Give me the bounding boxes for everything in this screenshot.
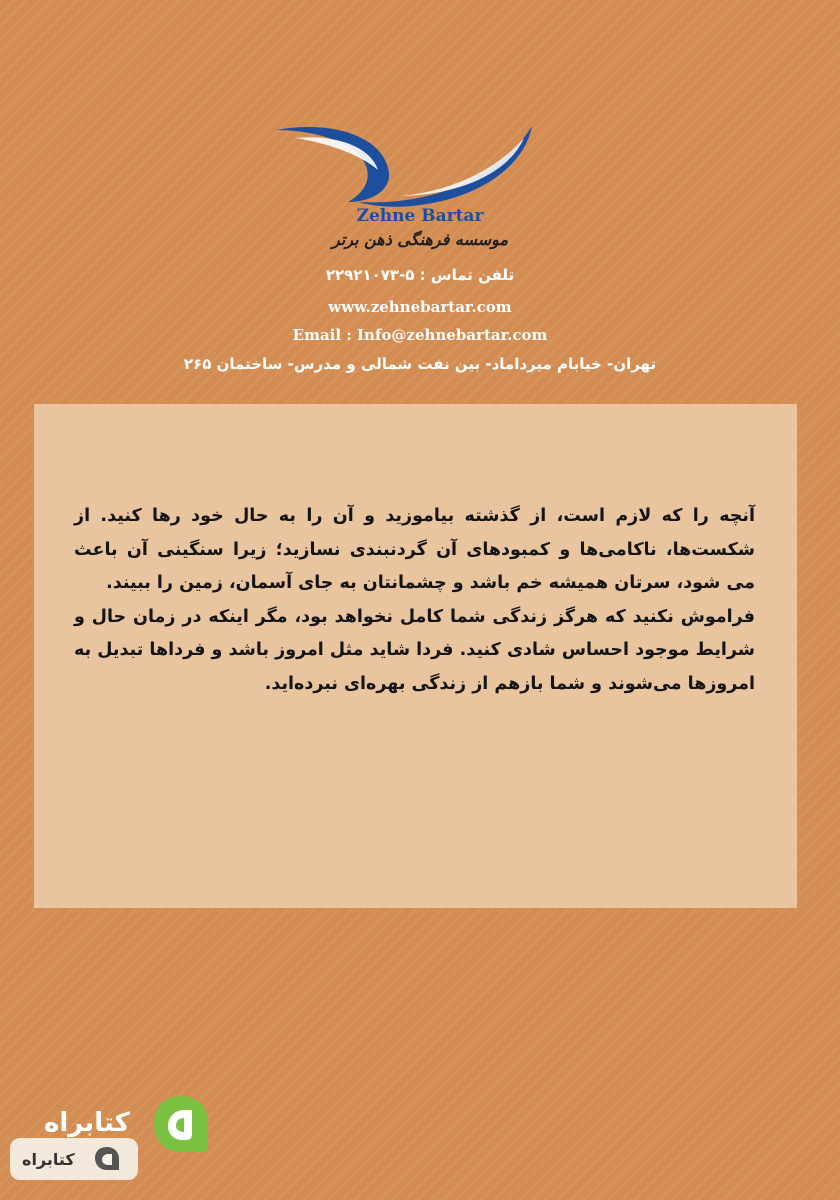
ketabrah-small-icon <box>92 1144 122 1174</box>
watermark-text-large: کتابراه <box>44 1108 130 1138</box>
quote-paragraph-2: فراموش نکنید که هرگز زندگی شما کامل نخواهد بود، مگر اینکه در زمان حال و شرایط موجود احساس شادی کنید. فردا شاید مثل امروز باشد و فرداها تبدیل به امروزها می‌شوند و شما بازهم از زندگی بهره‌ای نبرده‌اید. <box>74 606 755 694</box>
ketabrah-leaf-icon <box>148 1090 214 1156</box>
watermark-text-small: کتابراه <box>22 1150 75 1169</box>
quote-paragraph-1: آنچه را که لازم است، از گذشته بیاموزید و آن را به حال خود رها کنید. از شکست‌ها، ناکامی‌ها و کمبودهای آن گردنبندی نسازید؛ زیرا سنگینی آن باعث می شود، سرتان همیشه خم باشد و چشمانتان به جای آسمان، زمین را ببیند. <box>74 506 755 593</box>
quote-text <box>74 500 755 701</box>
email-address[interactable]: Email : Info@zehnebartar.com <box>292 326 548 344</box>
quote-box <box>34 404 797 908</box>
postal-address: تهران- خیابام میرداماد- بین نفت شمالی و مدرس- ساختمان ۲۶۵ <box>183 355 657 373</box>
website-link[interactable]: www.zehnebartar.com <box>328 298 512 316</box>
brand-name-persian: موسسه فرهنگی ذهن برتر <box>331 230 509 249</box>
watermark-badge <box>10 1138 138 1180</box>
swoosh-logo-icon <box>262 116 542 214</box>
brand-name-latin: Zehne Bartar <box>356 206 484 226</box>
phone-number: تلفن تماس : ۵-۲۲۹۲۱۰۷۳ <box>325 266 515 284</box>
ketabrah-watermark <box>8 1090 208 1190</box>
